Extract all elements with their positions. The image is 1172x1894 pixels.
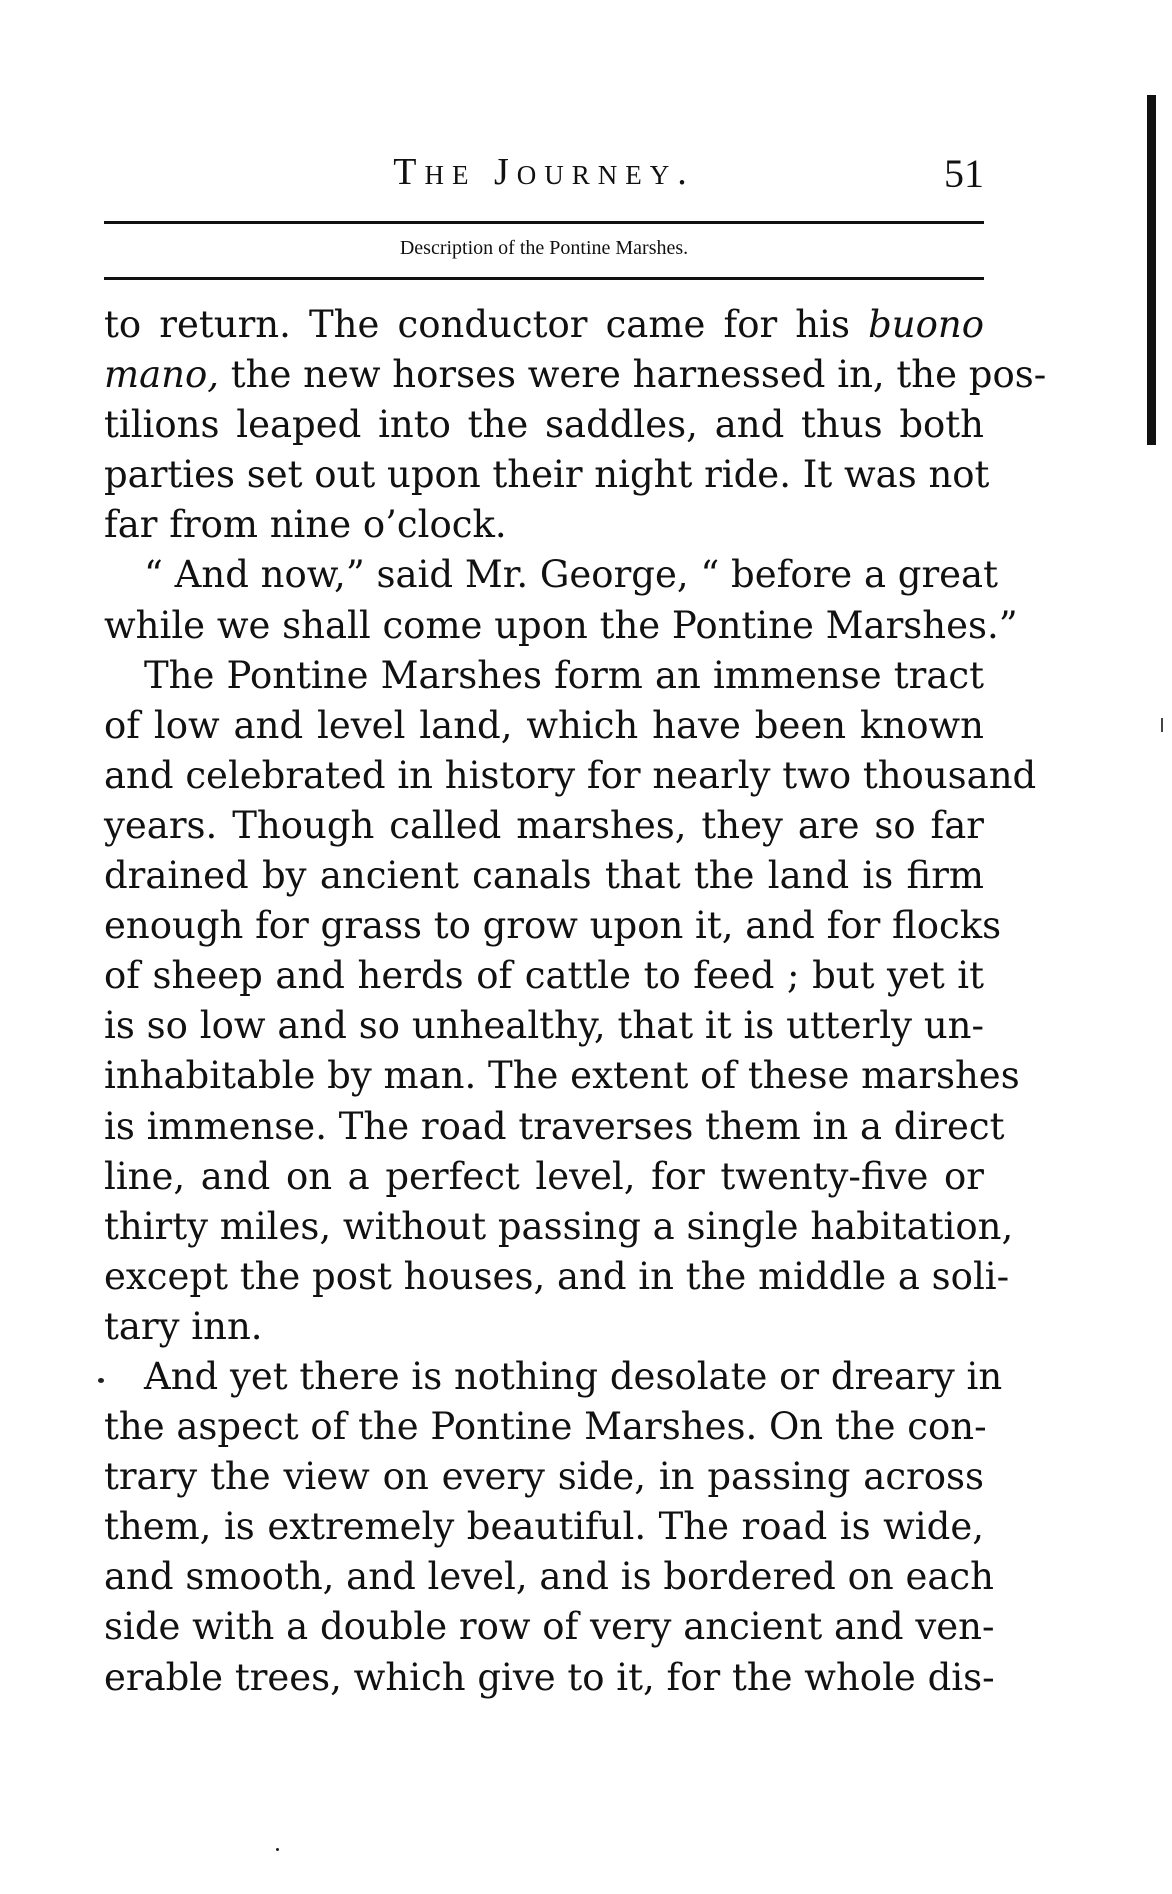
text-line: of low and level land, which have been known bbox=[104, 703, 984, 747]
text-line: line, and on a perfect level, for twenty-five or bbox=[104, 1154, 984, 1198]
section-heading: Description of the Pontine Marshes. bbox=[399, 237, 689, 259]
text-line: of sheep and herds of cattle to feed ; but yet it bbox=[104, 954, 984, 998]
text-line: mano, the new horses were harnessed in, the pos- bbox=[104, 353, 1047, 397]
text-line: except the post houses, and in the middle a soli- bbox=[104, 1254, 1010, 1298]
header-rule-bottom bbox=[104, 277, 984, 280]
text-line: side with a double row of very ancient and ven- bbox=[104, 1605, 995, 1649]
text-line: them, is extremely beautiful. The road is wide, bbox=[104, 1505, 984, 1549]
text-line: is immense. The road traverses them in a direct bbox=[104, 1104, 1005, 1148]
text-line: tary inn. bbox=[104, 1304, 263, 1348]
text-line: parties set out upon their night ride. It was not bbox=[104, 453, 990, 497]
text-line: enough for grass to grow upon it, and for flocks bbox=[104, 904, 1002, 948]
text-line: erable trees, which give to it, for the whole dis- bbox=[104, 1655, 995, 1699]
text-line: drained by ancient canals that the land is firm bbox=[104, 854, 984, 898]
text-line: and celebrated in history for nearly two thousand bbox=[104, 753, 1037, 797]
text-line: And yet there is nothing desolate or dreary in bbox=[144, 1354, 1003, 1398]
text-line: is so low and so unhealthy, that it is utterly un- bbox=[104, 1004, 984, 1048]
text-line: tilions leaped into the saddles, and thus both bbox=[104, 403, 984, 447]
body-text bbox=[104, 300, 1047, 1703]
text-line: trary the view on every side, in passing across bbox=[104, 1455, 984, 1499]
text-line: The Pontine Marshes form an immense tract bbox=[144, 653, 984, 697]
scan-edge-mark bbox=[1161, 718, 1163, 732]
scan-edge-shadow bbox=[1147, 95, 1156, 445]
page-number: 51 bbox=[944, 151, 984, 196]
print-speck bbox=[98, 1378, 104, 1383]
text-line: while we shall come upon the Pontine Marshes.” bbox=[104, 603, 1018, 647]
running-head bbox=[104, 150, 984, 210]
header-rule-top bbox=[104, 221, 984, 224]
text-line: “ And now,” said Mr. George, “ before a great bbox=[144, 553, 998, 597]
text-line: inhabitable by man. The extent of these marshes bbox=[104, 1054, 1020, 1098]
text-line: to return. The conductor came for his buono bbox=[104, 303, 984, 346]
text-line: and smooth, and level, and is bordered on each bbox=[104, 1555, 994, 1599]
text-line: far from nine o’clock. bbox=[104, 503, 507, 547]
text-line: years. Though called marshes, they are so far bbox=[104, 803, 984, 847]
running-title: The Journey. bbox=[393, 151, 695, 193]
text-line: thirty miles, without passing a single habitation, bbox=[104, 1204, 1014, 1248]
print-speck bbox=[276, 1848, 279, 1851]
text-line: the aspect of the Pontine Marshes. On the con- bbox=[104, 1405, 987, 1449]
